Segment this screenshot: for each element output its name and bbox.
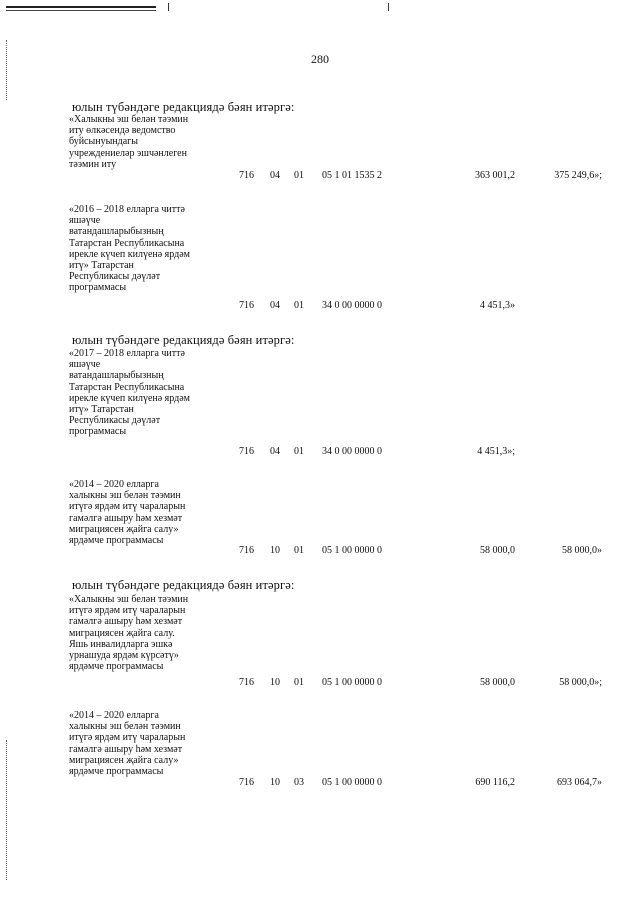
target-article-code: 05 1 01 1535 2 [322, 170, 382, 181]
section-code: 04 [270, 170, 280, 181]
section-code: 10 [270, 545, 280, 556]
amount-year2: 693 064,7» [557, 777, 602, 788]
binding-margin-marks [6, 740, 8, 880]
binding-margin-marks [6, 40, 8, 100]
amount-year1: 4 451,3»; [477, 446, 515, 457]
amount-year2: 58 000,0» [562, 545, 602, 556]
amount-year1: 58 000,0 [480, 545, 515, 556]
entry-description: «2014 – 2020 елларга халыкны эш белән тәэмин итүгә ярдәм итү чараларын гамәлгә ашыру һәм хезмәт миграциясен җайга салу» ярдәмче программасы [69, 710, 186, 778]
intro-phrase: юлын түбәндәге редакциядә бәян итәргә: [72, 333, 295, 347]
section-code: 10 [270, 777, 280, 788]
amount-year2: 58 000,0»; [559, 677, 602, 688]
amount-year1: 58 000,0 [480, 677, 515, 688]
ministry-code: 716 [239, 777, 254, 788]
header-tick [388, 3, 389, 11]
ministry-code: 716 [239, 677, 254, 688]
header-rule [6, 6, 156, 8]
entry-description: «2017 – 2018 елларга читтә яшәүче ватандашларыбызның Татарстан Республикасына ирекле күчеп килүенә ярдәм итү» Татарстан Республикасы дәүләт программасы [69, 348, 191, 438]
page-number: 280 [311, 52, 329, 66]
entry-description: «2016 – 2018 елларга читтә яшәүче ватандашларыбызның Татарстан Республикасына ирекле күчеп килүенә ярдәм итү» Татарстан Республикасы дәүләт программасы [69, 204, 191, 294]
section-code: 04 [270, 300, 280, 311]
section-code: 10 [270, 677, 280, 688]
ministry-code: 716 [239, 300, 254, 311]
header-rule-thin [6, 10, 156, 11]
target-article-code: 34 0 00 0000 0 [322, 446, 382, 457]
subsection-code: 01 [294, 446, 304, 457]
ministry-code: 716 [239, 170, 254, 181]
amount-year2: 375 249,6»; [554, 170, 602, 181]
subsection-code: 03 [294, 777, 304, 788]
ministry-code: 716 [239, 446, 254, 457]
entry-description: «Халыкны эш белән тәэмин итүгә ярдәм итү чараларын гамәлгә ашыру һәм хезмәт миграциясен җайга салу. Яшь инвалидларга эшкә урнашуда ярдәм күрсәтү» ярдәмче программасы [69, 594, 189, 673]
subsection-code: 01 [294, 170, 304, 181]
subsection-code: 01 [294, 300, 304, 311]
target-article-code: 34 0 00 0000 0 [322, 300, 382, 311]
amount-year1: 363 001,2 [475, 170, 515, 181]
entry-description: «Халыкны эш белән тәэмин иту өлкәсендә ведомство буйсынуындагы учреждениеләр эшчәнлеген тәэмин иту [69, 114, 189, 170]
entry-description: «2014 – 2020 елларга халыкны эш белән тәэмин итүгә ярдәм итү чараларын гамәлгә ашыру һәм хезмәт миграциясен җайга салу» ярдәмче программасы [69, 479, 186, 547]
subsection-code: 01 [294, 545, 304, 556]
amount-year1: 4 451,3» [480, 300, 515, 311]
ministry-code: 716 [239, 545, 254, 556]
intro-phrase: юлын түбәндәге редакциядә бәян итәргә: [72, 578, 295, 592]
amount-year1: 690 116,2 [475, 777, 515, 788]
target-article-code: 05 1 00 0000 0 [322, 545, 382, 556]
section-code: 04 [270, 446, 280, 457]
target-article-code: 05 1 00 0000 0 [322, 677, 382, 688]
intro-phrase: юлын түбәндәге редакциядә бәян итәргә: [72, 100, 295, 114]
header-tick [168, 3, 169, 11]
target-article-code: 05 1 00 0000 0 [322, 777, 382, 788]
subsection-code: 01 [294, 677, 304, 688]
